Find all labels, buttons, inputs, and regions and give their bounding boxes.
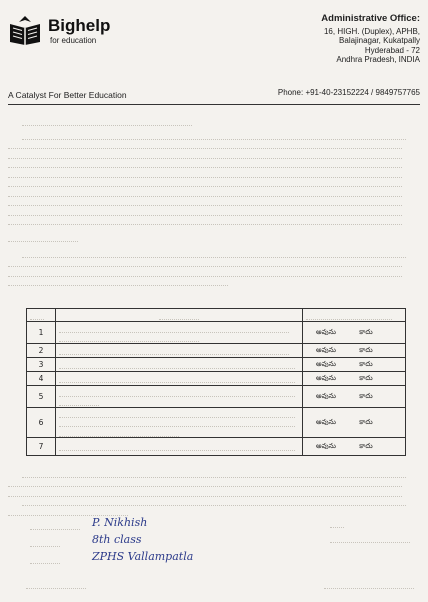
address-line: 16, HIGH. (Duplex), APHB,: [323, 26, 420, 36]
brand-subtitle: for education: [50, 36, 97, 45]
text-line: [8, 478, 402, 488]
yes-option[interactable]: అవును: [316, 418, 336, 426]
table-row: [27, 408, 406, 438]
intro-paragraph: [22, 130, 418, 225]
no-option[interactable]: కాదు: [359, 418, 373, 426]
brand-name: Bighelp: [48, 16, 111, 35]
text-line: [8, 506, 128, 516]
question-text: [56, 386, 303, 408]
text-line: [8, 140, 402, 150]
table-row: [27, 386, 406, 408]
header-divider: [8, 104, 420, 105]
class-field[interactable]: 8th class: [92, 533, 142, 546]
no-option[interactable]: కాదు: [359, 392, 373, 400]
text-line: [8, 159, 402, 169]
text-line: [22, 497, 406, 507]
no-option[interactable]: కాదు: [359, 328, 373, 336]
text-line: [8, 487, 402, 497]
no-option[interactable]: కాదు: [359, 360, 373, 368]
address-line: Hyderabad - 72: [364, 45, 420, 55]
tagline: A Catalyst For Better Education: [8, 90, 127, 100]
text-line: [8, 267, 402, 277]
text-line: [8, 216, 402, 226]
office-address-block: [240, 13, 420, 97]
no-option[interactable]: కాదు: [359, 346, 373, 354]
text-line: [8, 197, 402, 207]
address-line: Balajinagar, Kukatpally: [339, 36, 420, 45]
answer-options: [303, 372, 406, 386]
no-option[interactable]: కాదు: [359, 374, 373, 382]
text-line: [8, 168, 402, 178]
row-number: 1: [27, 322, 56, 344]
row-number: 5: [27, 386, 56, 408]
answer-options: [303, 408, 406, 438]
yes-option[interactable]: అవును: [316, 392, 336, 400]
bighelp-logo: [8, 14, 188, 50]
row-number: 6: [27, 408, 56, 438]
no-option[interactable]: కాదు: [359, 442, 373, 450]
row-number: 2: [27, 344, 56, 358]
school-field[interactable]: ZPHS Vallampatla: [92, 550, 194, 563]
sno-header: [27, 309, 56, 322]
text-line: [8, 187, 402, 197]
eligibility-questionnaire: [26, 308, 406, 456]
student-name-label: [30, 521, 80, 530]
answer-options: [303, 322, 406, 344]
text-line: [8, 277, 228, 287]
question-text: [56, 372, 303, 386]
answer-options: [303, 358, 406, 372]
text-line: [22, 130, 406, 140]
address-line: Andhra Pradesh, INDIA: [336, 55, 420, 64]
yes-option[interactable]: అవును: [316, 442, 336, 450]
class-label: [30, 538, 60, 547]
form-row: [30, 552, 410, 569]
text-line: [22, 116, 192, 126]
table-row: [27, 372, 406, 386]
yes-option[interactable]: అవును: [316, 328, 336, 336]
yes-option[interactable]: అవును: [316, 360, 336, 368]
question-text: [56, 344, 303, 358]
student-name-field[interactable]: P. Nikhish: [92, 516, 148, 529]
text-line: [22, 248, 406, 258]
text-line: [330, 534, 410, 544]
yes-option[interactable]: అవును: [316, 346, 336, 354]
text-line: [8, 232, 78, 242]
table-row: [27, 358, 406, 372]
answer-options: [303, 438, 406, 456]
text-line: [8, 258, 402, 268]
row-number: 3: [27, 358, 56, 372]
footer-note: [324, 580, 414, 589]
table-row: [27, 438, 406, 456]
student-greeting: [22, 232, 418, 242]
office-title: Administrative Office:: [321, 13, 420, 24]
question-text: [56, 408, 303, 438]
answer-options: [303, 344, 406, 358]
book-logo-icon: [8, 14, 42, 46]
yes-option[interactable]: అవును: [316, 374, 336, 382]
text-line: [8, 149, 402, 159]
closing-paragraph: [22, 468, 418, 516]
question-text: [56, 322, 303, 344]
office-phone: Phone: +91-40-23152224 / 9849757765: [277, 88, 420, 97]
sender-signature-block: [330, 518, 410, 549]
text-line: [8, 206, 402, 216]
row-number: 7: [27, 438, 56, 456]
village-label: [26, 580, 86, 589]
question-text: [56, 358, 303, 372]
question-header: [56, 309, 303, 322]
table-row: [27, 344, 406, 358]
text-line: [330, 518, 344, 528]
instructions-paragraph: [22, 248, 418, 286]
answer-options: [303, 386, 406, 408]
salutation: [22, 116, 418, 126]
question-text: [56, 438, 303, 456]
text-line: [22, 468, 406, 478]
text-line: [8, 178, 402, 188]
row-number: 4: [27, 372, 56, 386]
answer-header: [303, 309, 406, 322]
table-row: [27, 322, 406, 344]
school-label: [30, 555, 60, 564]
